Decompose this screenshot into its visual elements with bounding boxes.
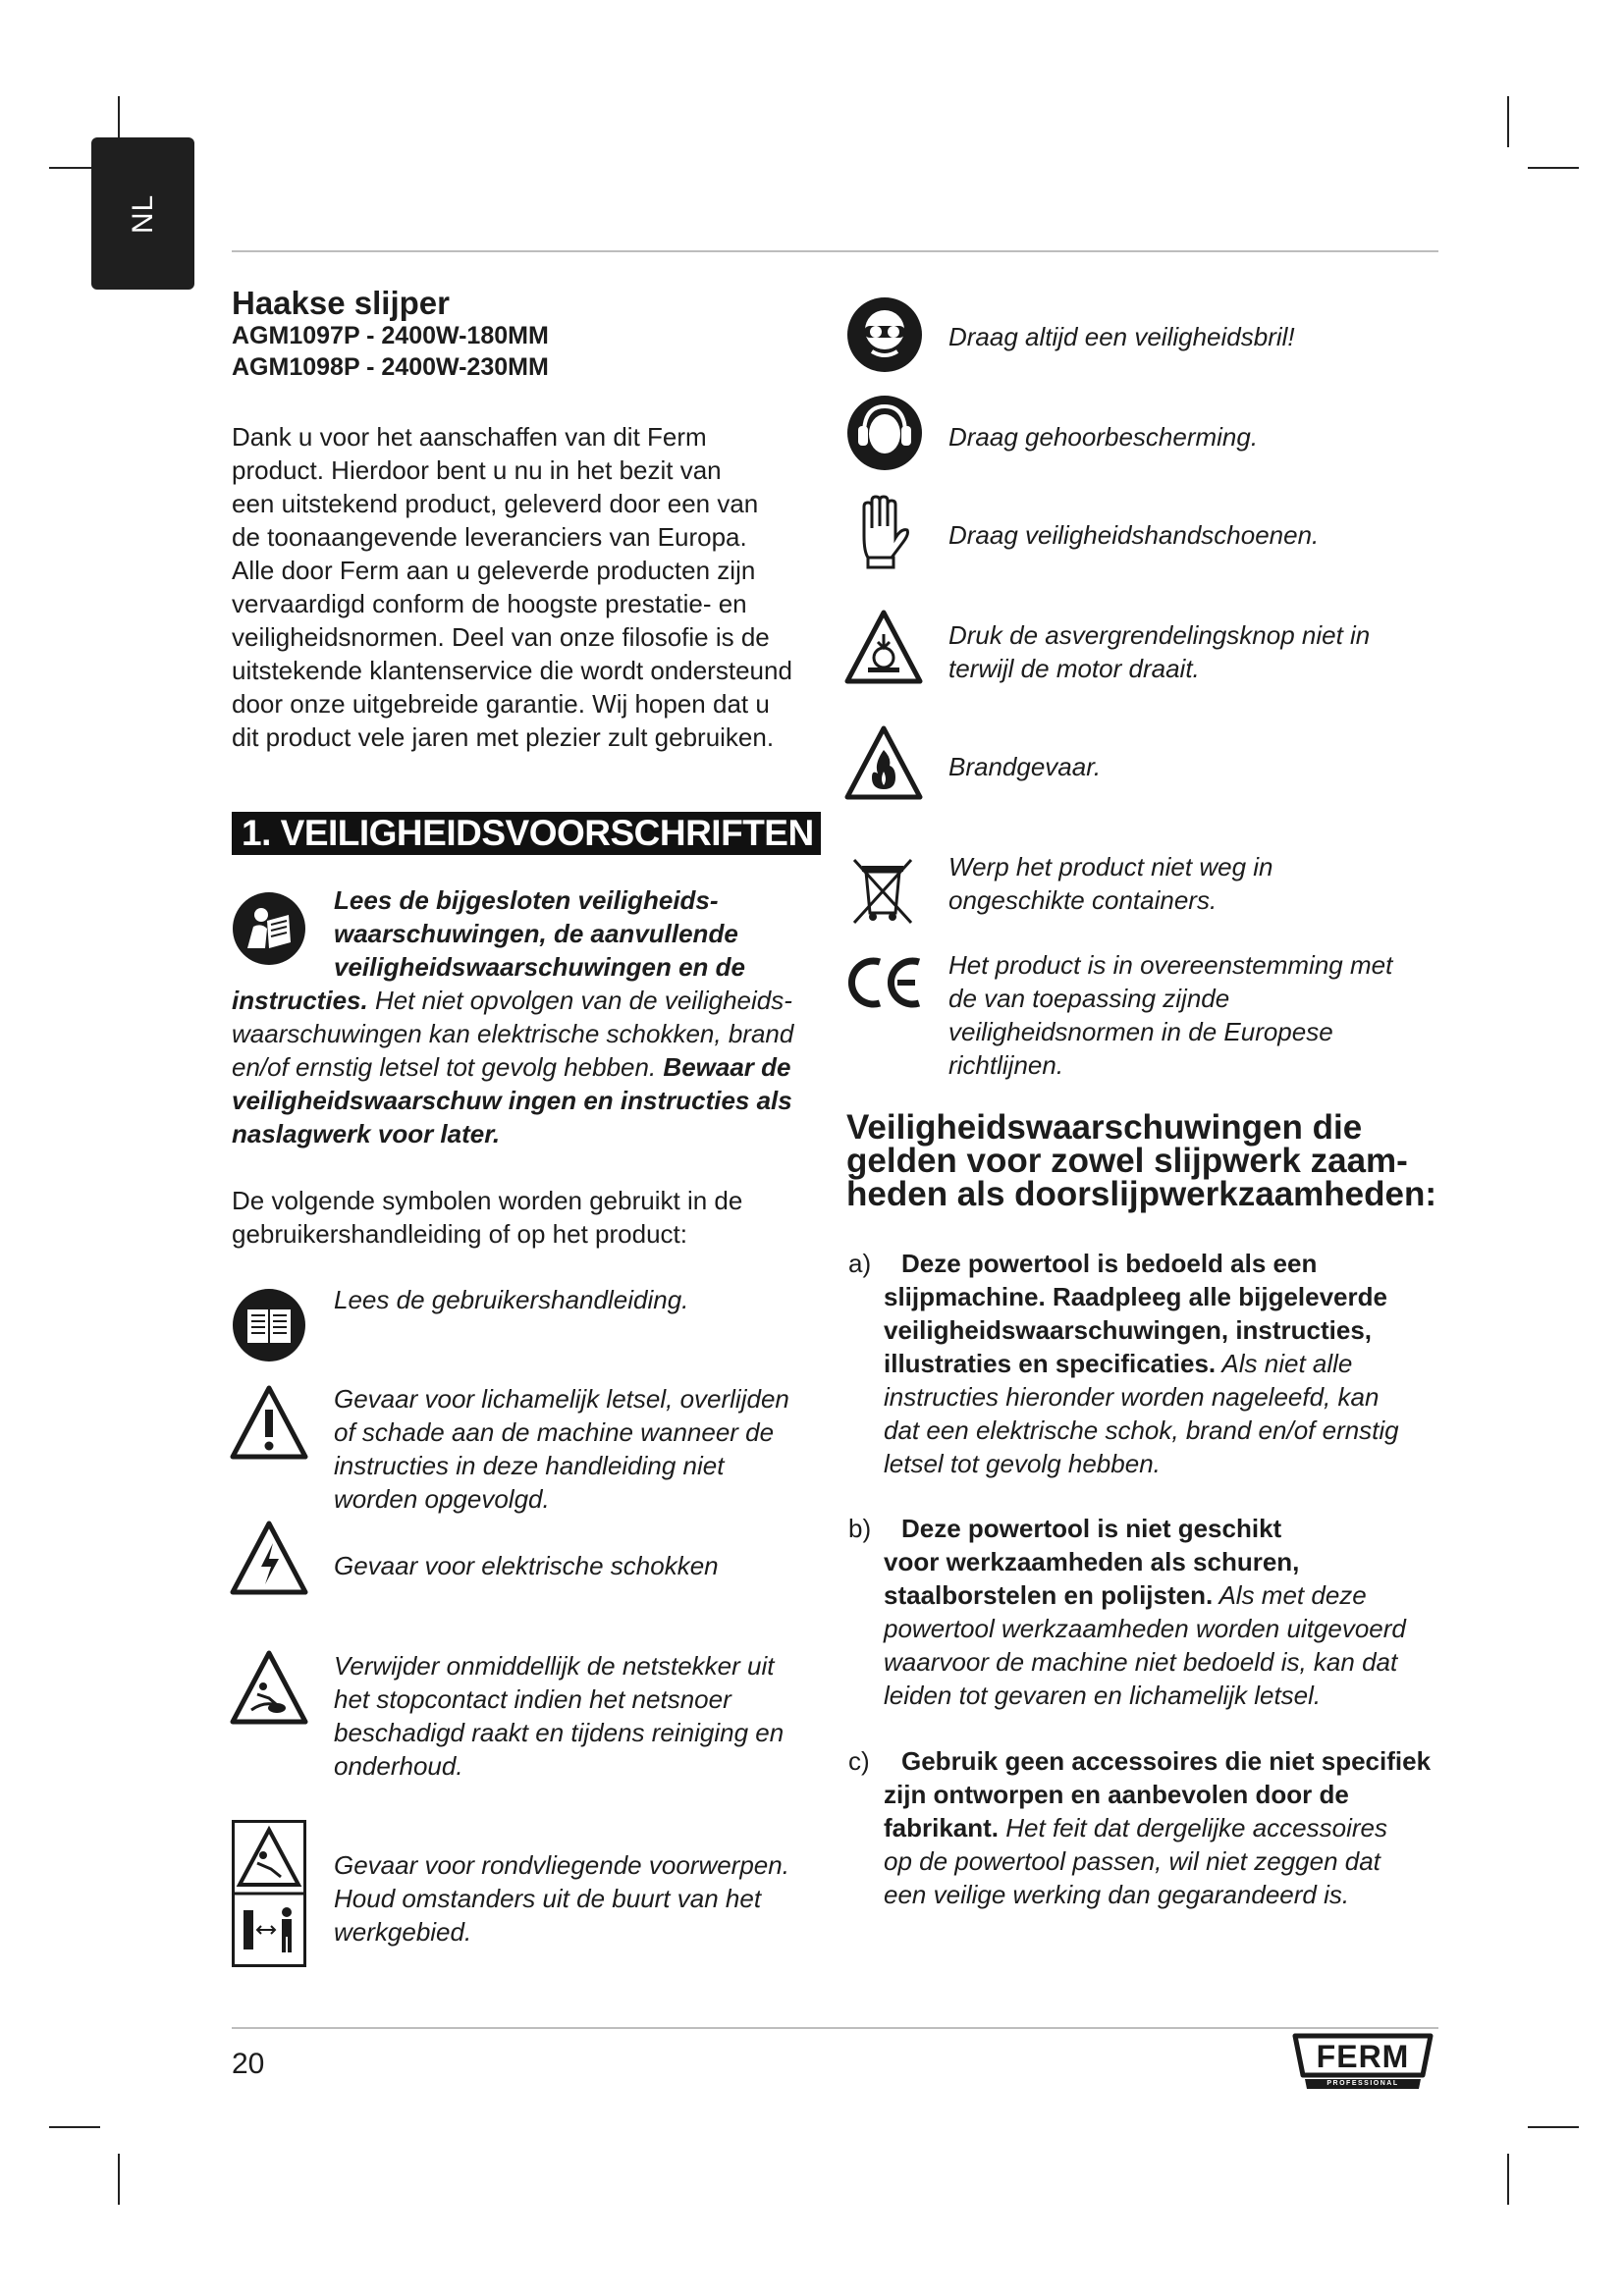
warning-bold-line: veiligheidswaarschuwingen, instructies, <box>884 1315 1373 1345</box>
language-tab-label: NL <box>126 193 159 234</box>
intro-line: uitstekende klantenservice die wordt ondersteund <box>232 656 792 685</box>
read-warning-bold: instructies. <box>232 986 368 1015</box>
symbol-text <box>334 1549 719 1582</box>
symbol-line: Draag altijd een veiligheidsbril! <box>948 322 1295 351</box>
read-warning-text: en/of ernstig letsel tot gevolg hebben. <box>232 1052 664 1082</box>
ce-mark-icon <box>846 956 923 1009</box>
symbol-line: instructies in deze handleiding niet <box>334 1451 725 1480</box>
crop-mark <box>1507 96 1509 147</box>
intro-line: Dank u voor het aanschaffen van dit Ferm <box>232 422 707 452</box>
intro-paragraph <box>232 420 840 754</box>
crop-mark <box>118 2154 120 2205</box>
crossed-bin-icon <box>848 854 917 925</box>
warning-italic-line: dat een elektrische schok, brand en/of ernstig <box>884 1415 1399 1445</box>
intro-line: de toonaangevende leveranciers van Europa. <box>232 522 747 552</box>
symbol-line: ongeschikte containers. <box>948 885 1218 915</box>
symbol-line: Draag gehoorbescherming. <box>948 422 1259 452</box>
symbol-line: of schade aan de machine wanneer de <box>334 1417 775 1447</box>
symbol-line: beschadigd raakt en tijdens reiniging en <box>334 1718 785 1747</box>
symbol-line: Houd omstanders uit de buurt van het <box>334 1884 762 1913</box>
warning-italic-line: letsel tot gevolg hebben. <box>884 1449 1161 1478</box>
intro-line: veiligheidsnormen. Deel van onze filosofie is de <box>232 622 770 652</box>
symbols-intro <box>232 1184 742 1251</box>
symbol-line: onderhoud. <box>334 1751 463 1781</box>
read-warning-paragraph <box>232 883 840 1150</box>
symbols-intro-line: De volgende symbolen worden gebruikt in de <box>232 1186 743 1215</box>
intro-line: door onze uitgebreide garantie. Wij hopen dat u <box>232 689 770 719</box>
product-model-2: AGM1098P - 2400W-230MM <box>232 353 549 381</box>
warning-italic-line: powertool werkzaamheden worden uitgevoerd <box>884 1614 1406 1643</box>
symbol-line: Gevaar voor lichamelijk letsel, overlijden <box>334 1384 789 1414</box>
warning-bold-line: staalborstelen en polijsten. <box>884 1580 1214 1610</box>
electric-shock-icon <box>230 1520 308 1596</box>
warning-italic-inline: Als met deze <box>1213 1580 1367 1610</box>
symbol-line: Werp het product niet weg in <box>948 852 1273 881</box>
symbol-text <box>334 1649 784 1783</box>
safety-gloves-icon <box>850 493 915 571</box>
intro-line: Alle door Ferm aan u geleverde producten zijn <box>232 556 756 585</box>
symbol-text <box>948 750 1101 783</box>
warning-a <box>884 1247 1453 1480</box>
read-warning-line: Lees de bijgesloten veiligheids- <box>334 885 719 915</box>
read-warning-line: waarschuwingen, de aanvullende <box>334 919 738 948</box>
ear-protection-icon <box>846 395 923 471</box>
warning-italic-line: waarvoor de machine niet bedoeld is, kan dat <box>884 1647 1398 1677</box>
warning-b-letter: b) <box>848 1514 872 1543</box>
crop-mark <box>1507 2154 1509 2205</box>
symbol-text <box>948 320 1295 353</box>
bottom-rule <box>232 2027 1438 2029</box>
warning-bold-line: Gebruik geen accessoires die niet specifiek <box>901 1746 1432 1776</box>
warning-italic-line: instructies hieronder worden nageleefd, kan <box>884 1382 1380 1412</box>
language-tab <box>91 137 194 290</box>
warnings-heading <box>846 1108 1436 1213</box>
warning-italic-inline: Het feit dat dergelijke accessoires <box>999 1813 1387 1842</box>
symbol-text <box>948 948 1392 1082</box>
warning-c-letter: c) <box>848 1746 870 1776</box>
symbol-line: worden opgevolgd. <box>334 1484 550 1514</box>
symbol-text <box>948 518 1319 552</box>
crop-mark <box>1528 2126 1579 2128</box>
fire-hazard-icon <box>844 724 923 801</box>
symbol-line: Verwijder onmiddellijk de netstekker uit <box>334 1651 775 1681</box>
symbol-line: Druk de asvergrendelingsknop niet in <box>948 620 1371 650</box>
ferm-logo <box>1291 2032 1435 2093</box>
symbol-text <box>334 1283 688 1316</box>
read-warning-line: naslagwerk voor later. <box>232 1119 501 1148</box>
warning-c <box>884 1744 1463 1911</box>
read-warning-line: waarschuwingen kan elektrische schokken, brand <box>232 1019 794 1048</box>
warning-italic-line: een veilige werking dan gegarandeerd is. <box>884 1880 1350 1909</box>
crop-mark <box>1528 167 1579 169</box>
symbol-line: Het product is in overeenstemming met <box>948 950 1393 980</box>
symbol-text <box>334 1382 789 1516</box>
warning-bold-line: voor werkzaamheden als schuren, <box>884 1547 1300 1576</box>
read-warning-line: veiligheidswaarschuwingen en de <box>334 952 746 982</box>
warning-bold-line: Deze powertool is bedoeld als een <box>901 1249 1318 1278</box>
read-warning-line: veiligheidswaarschuw ingen en instructies als <box>232 1086 792 1115</box>
warning-bold-line: fabrikant. <box>884 1813 1000 1842</box>
product-model-1: AGM1097P - 2400W-180MM <box>232 322 549 349</box>
warnings-heading-line: Veiligheidswaarschuwingen die <box>846 1108 1363 1147</box>
safety-goggles-icon <box>846 296 923 373</box>
warning-italic-line: leiden tot gevaren en lichamelijk letsel. <box>884 1681 1322 1710</box>
symbol-line: het stopcontact indien het netsnoer <box>334 1684 731 1714</box>
intro-line: vervaardigd conform de hoogste prestatie- en <box>232 589 747 618</box>
symbol-line: Gevaar voor rondvliegende voorwerpen. <box>334 1850 789 1880</box>
warnings-heading-line: gelden voor zowel slijpwerk zaam- <box>846 1142 1408 1180</box>
intro-line: product. Hierdoor bent u nu in het bezit van <box>232 455 722 485</box>
product-title: Haakse slijper <box>232 285 450 321</box>
warning-a-letter: a) <box>848 1249 872 1278</box>
spindle-lock-warning-icon <box>844 609 923 685</box>
warning-exclamation-icon <box>230 1384 308 1461</box>
section-heading: 1. VEILIGHEIDSVOORSCHRIFTEN <box>232 812 821 855</box>
symbol-line: Lees de gebruikershandleiding. <box>334 1285 689 1314</box>
symbol-text <box>948 850 1272 917</box>
warning-b <box>884 1512 1453 1712</box>
read-warning-text: Het niet opvolgen van de veiligheids- <box>367 986 792 1015</box>
unplug-warning-icon <box>230 1649 308 1726</box>
symbol-text <box>948 420 1258 454</box>
flying-debris-icon <box>232 1820 306 1967</box>
symbol-line: de van toepassing zijnde <box>948 984 1230 1013</box>
top-rule <box>232 250 1438 252</box>
intro-line: dit product vele jaren met plezier zult gebruiken. <box>232 722 775 752</box>
ferm-logo-subtext: PROFESSIONAL <box>1326 2080 1399 2087</box>
symbols-intro-line: gebruikershandleiding of op het product: <box>232 1219 687 1249</box>
warning-italic-inline: Als niet alle <box>1216 1349 1353 1378</box>
ferm-logo-text: FERM <box>1316 2039 1410 2074</box>
warnings-heading-line: heden als doorslijpwerkzaamheden: <box>846 1175 1436 1213</box>
warning-bold-line: Deze powertool is niet geschikt <box>901 1514 1282 1543</box>
warning-italic-line: op de powertool passen, wil niet zeggen dat <box>884 1846 1380 1876</box>
symbol-text <box>334 1848 789 1949</box>
symbol-line: werkgebied. <box>334 1917 472 1947</box>
warning-bold-line: slijpmachine. Raadpleeg alle bijgeleverde <box>884 1282 1387 1311</box>
warning-bold-line: illustraties en specificaties. <box>884 1349 1217 1378</box>
symbol-line: Brandgevaar. <box>948 752 1102 781</box>
symbol-line: richtlijnen. <box>948 1050 1064 1080</box>
read-warning-bold: Bewaar de <box>663 1052 791 1082</box>
manual-book-icon <box>232 1288 306 1362</box>
warning-bold-line: zijn ontworpen en aanbevolen door de <box>884 1780 1349 1809</box>
symbol-line: Draag veiligheidshandschoenen. <box>948 520 1320 550</box>
crop-mark <box>49 2126 100 2128</box>
symbol-line: Gevaar voor elektrische schokken <box>334 1551 719 1580</box>
intro-line: een uitstekend product, geleverd door een van <box>232 489 759 518</box>
page-number: 20 <box>232 2048 265 2080</box>
symbol-line: veiligheidsnormen in de Europese <box>948 1017 1333 1046</box>
symbol-line: terwijl de motor draait. <box>948 654 1200 683</box>
symbol-text <box>948 618 1370 685</box>
